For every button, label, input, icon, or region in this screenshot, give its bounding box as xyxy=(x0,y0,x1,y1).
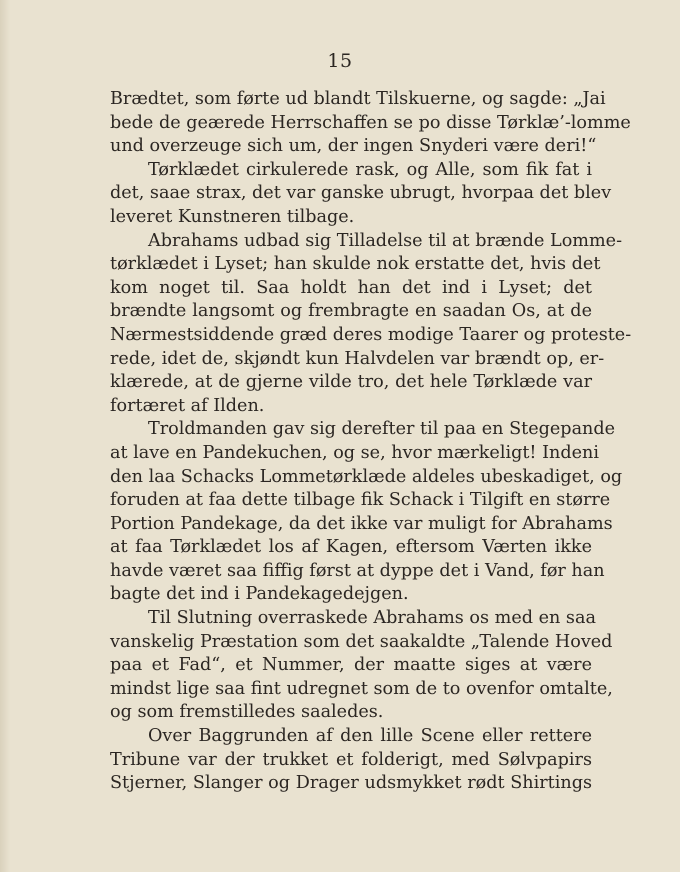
text-line: foruden at faa dette tilbage fik Schack i Tilgift en større xyxy=(110,490,611,511)
text-line: at faa Tørklædet los af Kagen, eftersom Værten ikke xyxy=(110,537,592,558)
text-line: Portion Pandekage, da det ikke var muligt for Abrahams xyxy=(110,513,613,534)
text-line: vanskelig Præstation som det saakaldte „Talende Hoved xyxy=(110,631,613,652)
page-edge xyxy=(0,0,10,872)
page-number: 15 xyxy=(327,50,353,72)
text-line: det, saae strax, det var ganske ubrugt, hvorpaa det blev xyxy=(110,183,612,204)
paragraph xyxy=(110,418,623,607)
text-line: Stjerner, Slanger og Drager udsmykket rødt Shirtings xyxy=(110,773,592,794)
text-line: mindst lige saa fint udregnet som de to ovenfor omtalte, xyxy=(110,678,613,699)
paragraph xyxy=(110,159,612,230)
text-line: tørklædet i Lyset; han skulde nok erstatte det, hvis det xyxy=(110,254,601,275)
text-line: bagte det ind i Pandekagedejgen. xyxy=(110,584,409,605)
paragraph xyxy=(110,725,592,796)
text-line: rede, idet de, skjøndt kun Halvdelen var brændt op, er- xyxy=(110,348,605,369)
text-line: Abrahams udbad sig Tilladelse til at brænde Lomme- xyxy=(148,230,623,251)
text-line: Troldmanden gav sig derefter til paa en Stegepande xyxy=(148,419,616,440)
text-line: kom noget til. Saa holdt han det ind i Lyset; det xyxy=(110,277,592,298)
text-line: paa et Fad“, et Nummer, der maatte siges at være xyxy=(110,655,592,676)
text-line: den laa Schacks Lommetørklæde aldeles ubeskadiget, og xyxy=(110,466,623,487)
text-line: at lave en Pandekuchen, og se, hvor mærkeligt! Indeni xyxy=(110,442,599,463)
text-line: Brædtet, som førte ud blandt Tilskuerne, og sagde: „Jai xyxy=(110,89,606,109)
text-line: og som fremstilledes saaledes. xyxy=(110,702,384,723)
text-line: Tribune var der trukket et folderigt, med Sølvpapirs xyxy=(110,749,592,770)
text-line: klærede, at de gjerne vilde tro, det hele Tørklæde var xyxy=(110,372,592,393)
text-line: Over Baggrunden af den lille Scene eller rettere xyxy=(148,726,592,747)
paragraph xyxy=(110,607,613,725)
text-line: und overzeuge sich um, der ingen Snyderi være deri!“ xyxy=(110,136,597,157)
text-line: fortæret af Ilden. xyxy=(110,395,265,416)
text-line: bede de geærede Herrschaffen se po disse Tørklæ’-lomme xyxy=(110,112,631,133)
text-line: havde været saa fiffig først at dyppe det i Vand, før han xyxy=(110,560,605,581)
text-line: Til Slutning overraskede Abrahams os med en saa xyxy=(148,608,596,629)
text-line: Tørklædet cirkulerede rask, og Alle, som fik fat i xyxy=(148,159,592,180)
paragraph xyxy=(110,88,631,159)
body-text xyxy=(110,88,632,796)
text-line: leveret Kunstneren tilbage. xyxy=(110,206,355,227)
paragraph xyxy=(110,230,632,419)
text-line: Nærmestsiddende græd deres modige Taarer og proteste- xyxy=(110,324,632,345)
text-line: brændte langsomt og frembragte en saadan Os, at de xyxy=(110,301,592,322)
